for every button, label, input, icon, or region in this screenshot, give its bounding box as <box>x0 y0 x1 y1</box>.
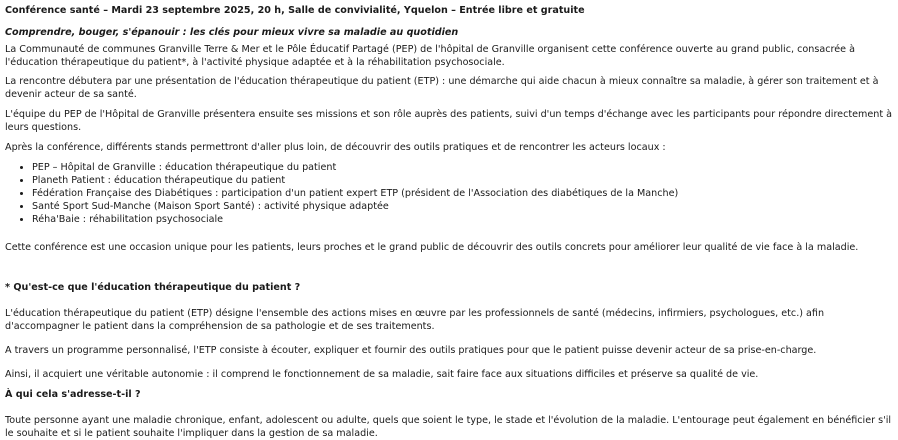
heading-etp: * Qu'est-ce que l'éducation thérapeutique du patient ? <box>5 282 301 293</box>
list-item: • Santé Sport Sud-Manche (Maison Sport Santé) : activité physique adaptée <box>32 200 893 213</box>
paragraph-etp-autonomy: Ainsi, il acquiert une véritable autonomie : il comprend le fonctionnement de sa maladie, sait faire face aux situations difficiles et préserve sa qualité de vie. <box>5 369 759 380</box>
paragraph-etp-definition: L'éducation thérapeutique du patient (ETP) désigne l'ensemble des actions mises en œuvre par les professionnels de santé (médecins, infirmiers, psychologues, etc.) afin d'accompagner le patient dans la compréhension de sa pathologie et de ses traitements. <box>5 308 825 332</box>
heading-whom: À qui cela s'adresse-t-il ? <box>5 389 141 400</box>
list-item: • Planeth Patient : éducation thérapeutique du patient <box>32 174 893 187</box>
paragraph-intro: La Communauté de communes Granville Terre & Mer et le Pôle Éducatif Partagé (PEP) de l'hôpital de Granville organisent cette conférence ouverte au grand public, consacrée à l'éducation thérapeutique du patient*, à l'activité physique adaptée et à la réhabilitation psychosociale. <box>5 44 855 68</box>
doc-subtitle: Comprendre, bouger, s'épanouir : les clés pour mieux vivre sa maladie au quotidien <box>5 27 459 38</box>
list-item: • PEP – Hôpital de Granville : éducation thérapeutique du patient <box>32 161 893 174</box>
paragraph-etp-program: A travers un programme personnalisé, l'ETP consiste à écouter, expliquer et fournir des outils pratiques pour que le patient puisse devenir acteur de sa prise-en-charge. <box>5 345 817 356</box>
paragraph-stands-intro: Après la conférence, différents stands permettront d'aller plus loin, de découvrir des outils pratiques et de rencontrer les acteurs locaux : <box>5 142 666 153</box>
paragraph-pep-team: L'équipe du PEP de l'Hôpital de Granville présentera ensuite ses missions et son rôle auprès des patients, suivi d'un temps d'échange avec les participants pour répondre directement à leurs questions. <box>5 109 893 133</box>
doc-title: Conférence santé – Mardi 23 septembre 2025, 20 h, Salle de convivialité, Yquelon – Entrée libre et gratuite <box>5 5 585 16</box>
stands-list <box>5 161 893 226</box>
paragraph-whom: Toute personne ayant une maladie chronique, enfant, adolescent ou adulte, quels que soient le type, le stade et l'évolution de la maladie. L'entourage peut également en bénéficier s'il le souhaite et si le patient souhaite l'impliquer dans la gestion de sa maladie. <box>5 415 892 439</box>
list-item: • Réha'Baie : réhabilitation psychosociale <box>32 213 893 226</box>
paragraph-closing: Cette conférence est une occasion unique pour les patients, leurs proches et le grand public de découvrir des outils concrets pour améliorer leur qualité de vie face à la maladie. <box>5 242 859 253</box>
list-item: • Fédération Française des Diabétiques : participation d'un patient expert ETP (président de l'Association des diabétiques de la Manche) <box>32 187 893 200</box>
paragraph-etp-presentation: La rencontre débutera par une présentation de l'éducation thérapeutique du patient (ETP) : une démarche qui aide chacun à mieux connaître sa maladie, à gérer son traitement et à devenir acteur de sa santé. <box>5 76 879 100</box>
